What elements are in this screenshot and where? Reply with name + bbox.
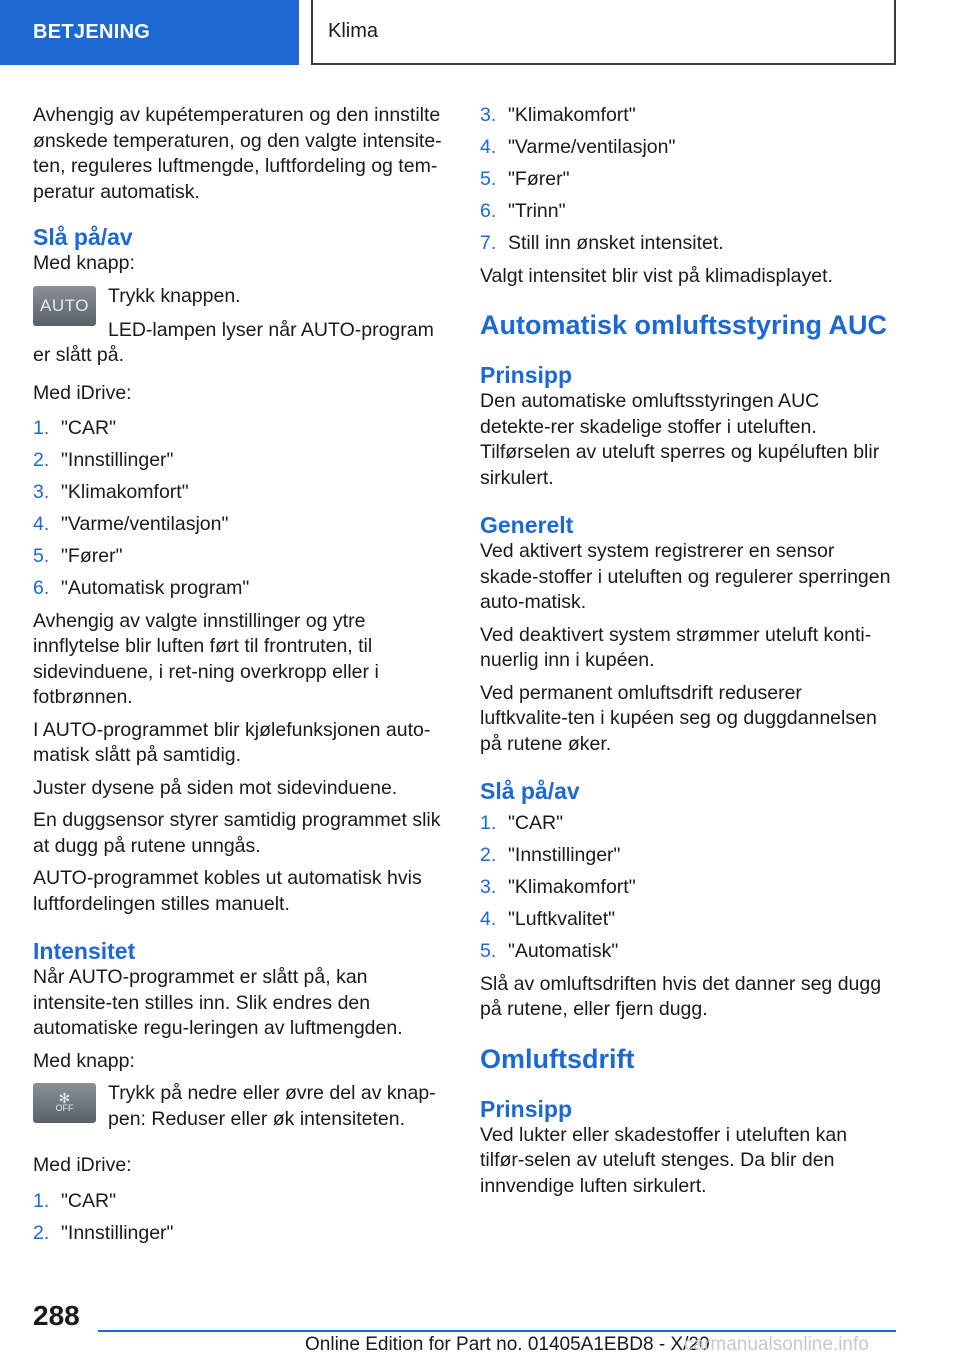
- heading-intensity: Intensitet: [33, 938, 136, 964]
- paragraph: Ved permanent omluftsdrift reduserer luftkvalite-ten i kupéen seg og duggdannelsen på rutene øker.: [480, 681, 877, 755]
- list-item: 5. "Automatisk": [480, 940, 619, 962]
- left-column: [33, 103, 447, 1253]
- list-item: 4. "Varme/ventilasjon": [33, 513, 229, 535]
- press-lower-upper-text: Trykk på nedre eller øvre del av knap-pen: Reduser eller øk intensiteten.: [108, 1082, 436, 1130]
- led-text: LED-lampen lyser når AUTO-program er slått på.: [33, 318, 434, 366]
- section-title: BETJENING: [33, 21, 151, 43]
- paragraph: AUTO-programmet kobles ut automatisk hvis luftfordelingen stilles manuelt.: [33, 867, 422, 915]
- right-column: [480, 103, 894, 1206]
- list-item: 1. "CAR": [33, 1189, 117, 1212]
- paragraph: Når AUTO-programmet er slått på, kan intensite-ten stilles inn. Slik endres den automatiske regu-leringen av luftmengden.: [33, 966, 403, 1039]
- paragraph: I AUTO-programmet blir kjølefunksjonen auto-matisk slått på samtidig.: [33, 718, 431, 766]
- with-idrive-label: Med iDrive:: [33, 1154, 132, 1176]
- list-item: 7. Still inn ønsket intensitet.: [480, 232, 724, 254]
- list-item: 3. "Klimakomfort": [480, 876, 636, 898]
- heading-recirculation: Omluftsdrift: [480, 1043, 635, 1074]
- paragraph: Ved deaktivert system strømmer uteluft konti-nuerlig inn i kupéen.: [480, 623, 872, 671]
- watermark: carmanualsonline.info: [684, 1334, 869, 1355]
- list-item: 4. "Varme/ventilasjon": [480, 136, 676, 158]
- heading-on-off: Slå på/av: [480, 778, 580, 804]
- heading-principle: Prinsipp: [480, 362, 573, 388]
- fan-off-label: OFF: [55, 1103, 74, 1113]
- paragraph: Ved lukter eller skadestoffer i uteluften kan tilfør-selen av uteluft stenges. Da blir den innvendige luften sirkulert.: [480, 1123, 848, 1197]
- heading-auc: Automatisk omluftsstyring AUC: [480, 310, 888, 340]
- paragraph: Valgt intensitet blir vist på klimadisplayet.: [480, 264, 833, 287]
- idrive-steps-list-3: [480, 103, 894, 257]
- fan-button-row: [33, 1081, 447, 1139]
- paragraph: Slå av omluftsdriften hvis det danner seg dugg på rutene, eller fjern dugg.: [480, 972, 882, 1020]
- with-button-label: Med knapp:: [33, 1049, 135, 1072]
- heading-on-off: Slå på/av: [33, 224, 133, 250]
- list-item: 6. "Automatisk program": [33, 577, 250, 599]
- with-idrive-label: Med iDrive:: [33, 381, 132, 404]
- list-item: 5. "Fører": [33, 545, 123, 567]
- list-item: 3. "Klimakomfort": [480, 104, 636, 126]
- page-number: 288: [33, 1300, 80, 1331]
- idrive-steps-list: [33, 416, 447, 602]
- press-button-text: Trykk knappen.: [108, 284, 241, 307]
- idrive-steps-list-4: [480, 811, 894, 965]
- chapter-tab: [311, 0, 896, 65]
- heading-principle: Prinsipp: [480, 1095, 573, 1122]
- section-tab: [0, 0, 299, 65]
- list-item: 1. "CAR": [33, 417, 117, 439]
- list-item: 1. "CAR": [480, 812, 564, 834]
- chapter-title: Klima: [328, 20, 379, 42]
- paragraph: En duggsensor styrer samtidig programmet slik at dugg på rutene unngås.: [33, 809, 441, 857]
- auto-key-icon: AUTO: [33, 286, 96, 326]
- intro-paragraph: Avhengig av kupétemperaturen og den innstilte ønskede temperaturen, og den valgte intensite-ten, reguleres luftmengde, luftfordeling og tem-peratur automatisk.: [33, 104, 442, 203]
- heading-general: Generelt: [480, 512, 574, 538]
- footer-rule: [98, 1330, 896, 1332]
- paragraph: Juster dysene på siden mot sidevinduene.: [33, 776, 398, 799]
- list-item: 3. "Klimakomfort": [33, 481, 189, 503]
- idrive-steps-list-2: [33, 1189, 447, 1247]
- paragraph: Den automatiske omluftsstyringen AUC detekte-rer skadelige stoffer i uteluften. Tilførselen av uteluft sperres og kupéluften blir sirkulert.: [480, 390, 880, 489]
- fan-off-key-icon: ✻ OFF: [33, 1083, 96, 1123]
- list-item: 6. "Trinn": [480, 200, 566, 222]
- paragraph: Ved aktivert system registrerer en sensor skade-stoffer i uteluften og regulerer sperringen auto-matisk.: [480, 540, 891, 613]
- list-item: 2. "Innstillinger": [33, 1221, 174, 1244]
- list-item: 5. "Fører": [480, 168, 570, 190]
- paragraph: Avhengig av valgte innstillinger og ytre innflytelse blir luften ført til frontruten, til sidevinduene, i ret-ning overkropp eller i fotbrønnen.: [33, 609, 379, 708]
- with-button-label: Med knapp:: [33, 252, 135, 274]
- list-item: 2. "Innstillinger": [33, 449, 174, 471]
- edition-note: Online Edition for Part no. 01405A1EBD8 - X/20: [305, 1334, 710, 1355]
- list-item: 4. "Luftkvalitet": [480, 908, 616, 930]
- list-item: 2. "Innstillinger": [480, 844, 621, 866]
